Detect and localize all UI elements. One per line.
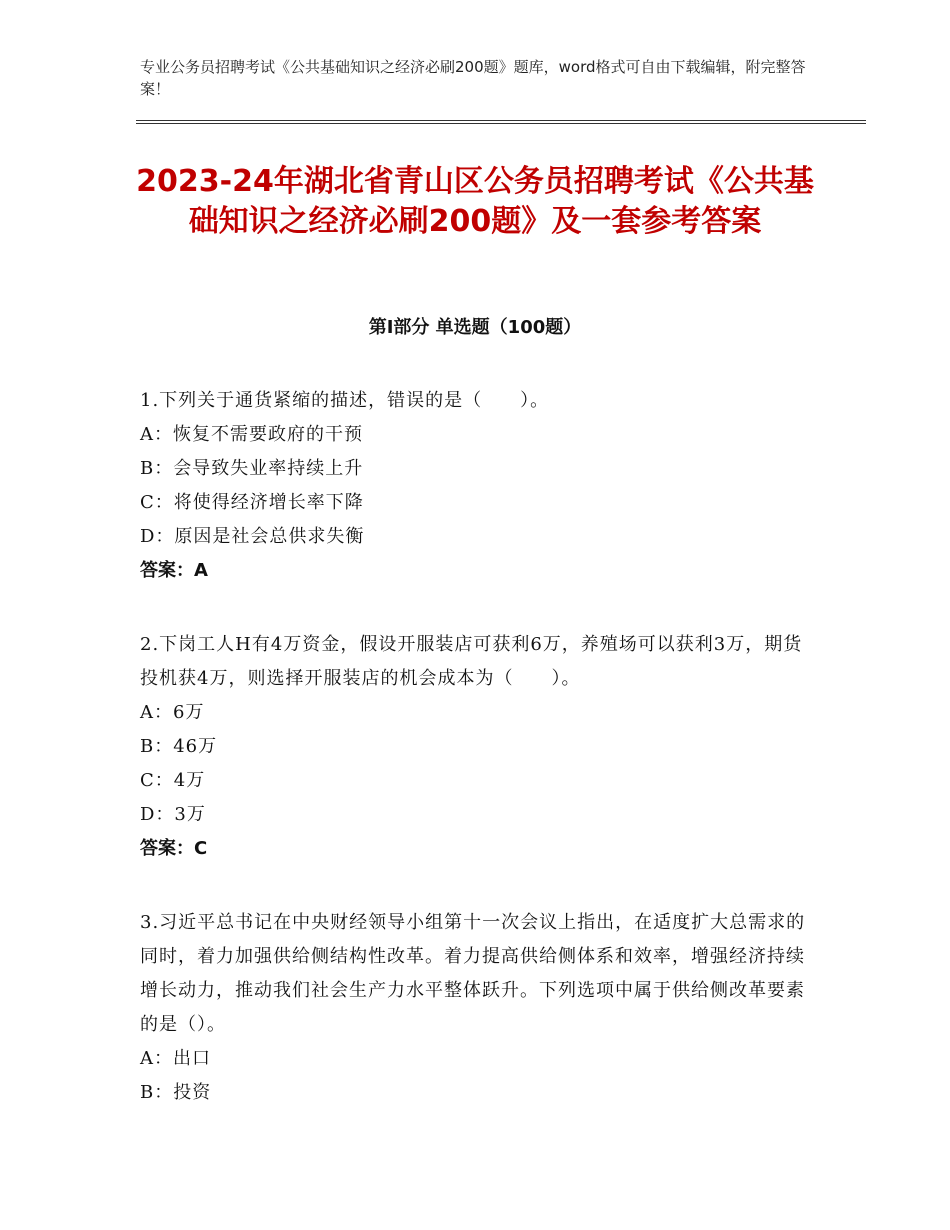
option-b: B：会导致失业率持续上升 — [140, 458, 364, 479]
question-1 — [140, 384, 820, 588]
question-3 — [140, 906, 820, 1110]
question-2 — [140, 628, 820, 866]
answer: 答案：A — [140, 560, 208, 581]
document-title: 2023-24年湖北省青山区公务员招聘考试《公共基础知识之经济必刷200题》及一套参考答案 — [136, 164, 814, 239]
header-rule — [136, 120, 866, 124]
option-d: D：3万 — [140, 804, 206, 825]
question-list — [140, 384, 820, 1150]
option-d: D：原因是社会总供求失衡 — [140, 526, 365, 547]
option-b: B：46万 — [140, 736, 218, 757]
option-a: A：恢复不需要政府的干预 — [140, 424, 363, 445]
header-note: 专业公务员招聘考试《公共基础知识之经济必刷200题》题库，word格式可自由下载编辑，附完整答案！ — [140, 58, 806, 98]
option-c: C：将使得经济增长率下降 — [140, 492, 364, 513]
question-stem: 1.下列关于通货紧缩的描述，错误的是（ ）。 — [140, 390, 550, 411]
question-stem: 3.习近平总书记在中央财经领导小组第十一次会议上指出，在适度扩大总需求的同时，着力加强供给侧结构性改革。着力提高供给侧体系和效率，增强经济持续增长动力，推动我们社会生产力水平整体跃升。下列选项中属于供给侧改革要素的是（）。 — [140, 912, 806, 1035]
section-title: 第Ⅰ部分 单选题（100题） — [368, 317, 582, 338]
answer: 答案：C — [140, 838, 208, 859]
option-a: A：出口 — [140, 1048, 211, 1069]
option-b: B：投资 — [140, 1082, 212, 1103]
option-c: C：4万 — [140, 770, 206, 791]
question-stem: 2.下岗工人H有4万资金，假设开服装店可获利6万，养殖场可以获利3万，期货投机获4万，则选择开服装店的机会成本为（ ）。 — [140, 634, 803, 689]
option-a: A：6万 — [140, 702, 205, 723]
